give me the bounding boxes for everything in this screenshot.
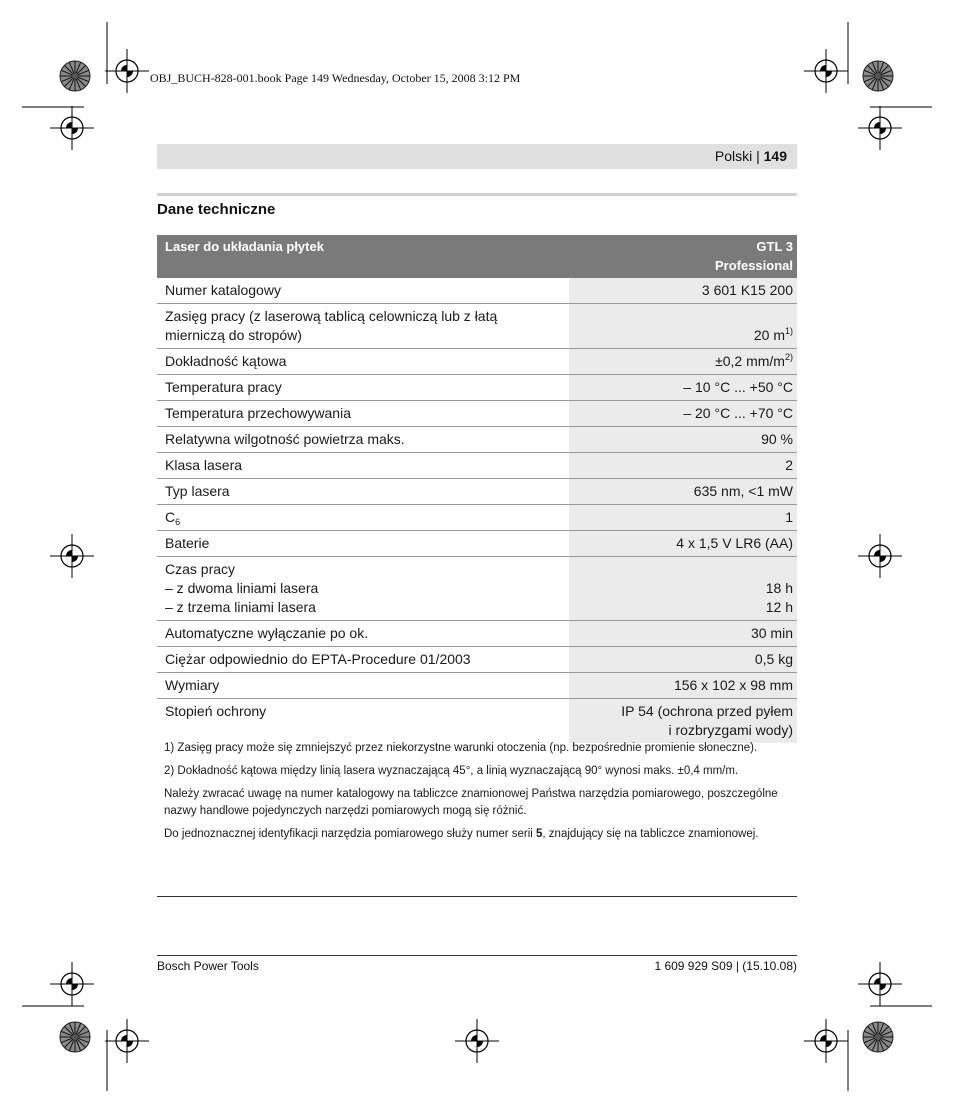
footnotes bbox=[164, 740, 784, 849]
table-row bbox=[157, 557, 797, 621]
row-value: ±0,2 $mm/m^{2)}$ bbox=[569, 349, 797, 375]
table-row bbox=[157, 278, 797, 304]
row-label: Wymiary bbox=[157, 673, 569, 699]
row-value: 0,5 kg bbox=[569, 647, 797, 673]
row-value: 18 h 12 h bbox=[569, 557, 797, 621]
bottom-rule bbox=[157, 896, 797, 897]
print-slug: OBJ_BUCH-828-001.book Page 149 Wednesday, October 15, 2008 3:12 PM bbox=[150, 71, 521, 85]
catalog-number-note: Należy zwracać uwagę na numer katalogowy na tabliczce znamionowej Państwa narzędzia pomiarowego, poszczególne nazwy handlowe pojedynczych narzędzi pomiarowych mogą się różnić. bbox=[164, 788, 778, 817]
row-label: Zasięg pracy (z laserową tablicą celowniczą lub z łatą mierniczą do stropów) bbox=[157, 304, 569, 349]
model-header: GTL 3 Professional bbox=[569, 235, 797, 278]
table-row bbox=[157, 531, 797, 557]
table-row bbox=[157, 304, 797, 349]
row-value: 1 bbox=[569, 505, 797, 531]
table-row bbox=[157, 673, 797, 699]
row-label: Automatyczne wyłączanie po ok. bbox=[157, 621, 569, 647]
top-rule bbox=[157, 193, 797, 196]
table-row bbox=[157, 453, 797, 479]
row-label: Temperatura pracy bbox=[157, 375, 569, 401]
footer-publisher: Bosch Power Tools bbox=[157, 959, 259, 973]
table-row bbox=[157, 621, 797, 647]
footnote-2: 2) Dokładność kątowa między linią lasera wyznaczającą 45°, a linią wyznaczającą 90° wynosi maks. ±0,4 mm/m. bbox=[164, 765, 739, 777]
header-language: Polski bbox=[714, 148, 753, 164]
row-label: Relatywna wilgotność powietrza maks. bbox=[157, 427, 569, 453]
table-row bbox=[157, 401, 797, 427]
row-label: Czas pracy – z dwoma liniami lasera – z trzema liniami lasera bbox=[157, 557, 569, 621]
table-row bbox=[157, 505, 797, 531]
footnote-ref: 1) bbox=[784, 326, 793, 336]
row-label: Baterie bbox=[157, 531, 569, 557]
table-row bbox=[157, 699, 797, 744]
row-value: 20 $m^{1)}$ bbox=[569, 304, 797, 349]
table-row bbox=[157, 375, 797, 401]
product-name-header: Laser do układania płytek bbox=[157, 235, 569, 278]
page-header bbox=[157, 144, 797, 169]
table-row bbox=[157, 349, 797, 375]
section-title: Dane techniczne bbox=[157, 201, 276, 218]
footer-document-code: 1 609 929 S09 | (15.10.08) bbox=[654, 959, 797, 973]
row-value: 2 bbox=[569, 453, 797, 479]
row-label: Ciężar odpowiednio do EPTA-Procedure 01/2003 bbox=[157, 647, 569, 673]
table-row bbox=[157, 647, 797, 673]
footer-rule bbox=[157, 955, 797, 956]
row-label: Temperatura przechowywania bbox=[157, 401, 569, 427]
footnote-ref: 2) bbox=[784, 352, 793, 362]
spec-table bbox=[157, 235, 797, 743]
table-row bbox=[157, 479, 797, 505]
row-label: Typ lasera bbox=[157, 479, 569, 505]
row-value: 90 % bbox=[569, 427, 797, 453]
page-number: 149 bbox=[763, 148, 787, 164]
row-label: Stopień ochrony bbox=[165, 703, 267, 719]
row-value: 3 601 K15 200 bbox=[569, 278, 797, 304]
row-value: 30 min bbox=[569, 621, 797, 647]
row-value: – 20 °C ... +70 °C bbox=[569, 401, 797, 427]
table-header-row bbox=[157, 235, 797, 278]
row-value: – 10 °C ... +50 °C bbox=[569, 375, 797, 401]
row-value: 4 x 1,5 V LR6 (AA) bbox=[569, 531, 797, 557]
header-separator: | bbox=[752, 148, 764, 164]
row-label: Dokładność kątowa bbox=[157, 349, 569, 375]
row-value: 156 x 102 x 98 mm bbox=[569, 673, 797, 699]
row-value: IP 54 (ochrona przed pyłem i rozbryzgami wody) bbox=[569, 699, 797, 744]
row-label: Klasa lasera bbox=[157, 453, 569, 479]
row-value: 635 nm, <1 mW bbox=[569, 479, 797, 505]
footnote-1: 1) Zasięg pracy może się zmniejszyć przez niekorzystne warunki otoczenia (np. bezpośrednie promienie słoneczne). bbox=[164, 742, 758, 754]
row-label: Numer katalogowy bbox=[157, 278, 569, 304]
table-row bbox=[157, 427, 797, 453]
serial-number-note: Do jednoznacznej identyfikacji narzędzia pomiarowego służy numer serii 5, znajdujący się na tabliczce znamionowej. bbox=[164, 828, 759, 840]
row-label: $C_6$ bbox=[157, 505, 569, 531]
